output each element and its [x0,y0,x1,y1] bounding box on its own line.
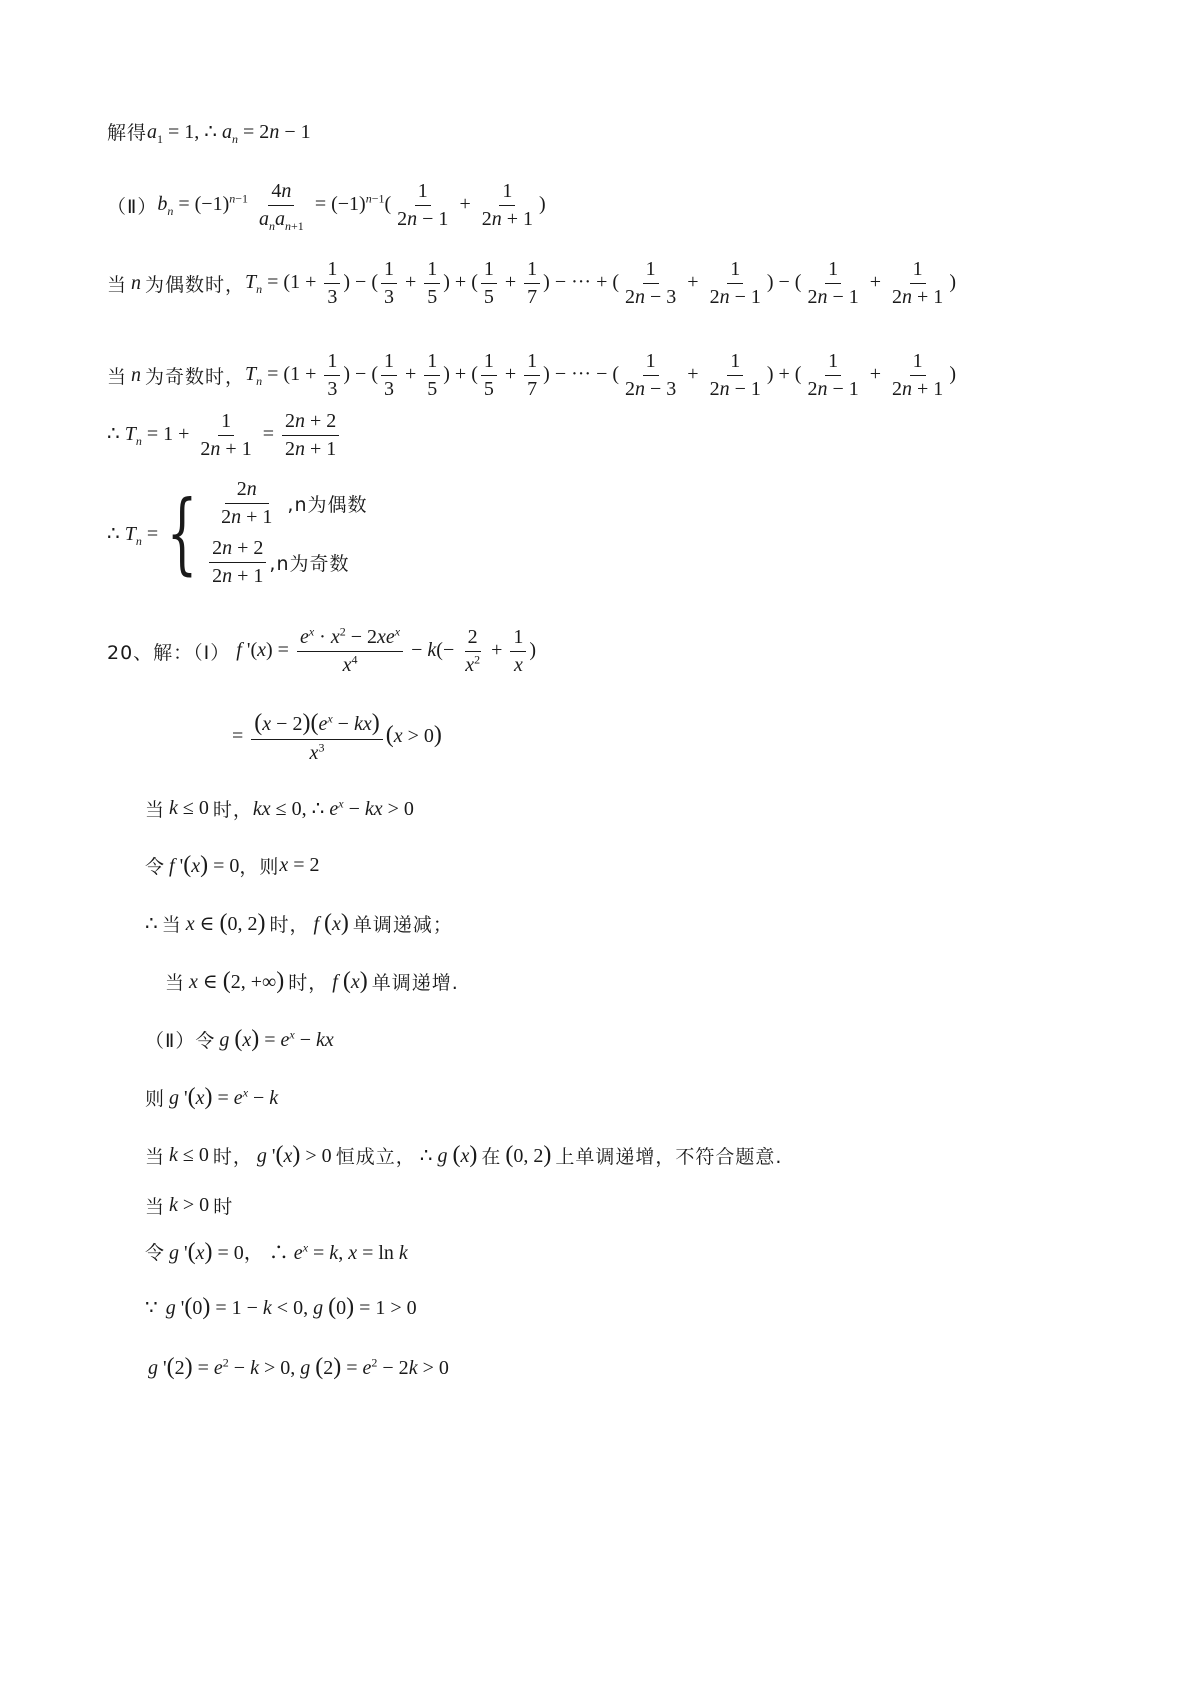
define-g [145,1026,334,1053]
math-tn-label: ∴ $T_n$ = [107,522,159,548]
math-k-gt0: k > 0 [169,1194,210,1216]
piecewise-cases [206,478,367,588]
math-therefore: ∴ [145,913,158,935]
g-case-k-positive [145,1192,233,1219]
text-not-fit: 上单调递增，不符合题意. [555,1146,783,1168]
math-gprime-pos: g '(x) > 0 [256,1142,332,1168]
case-even-label: ,n为偶数 [287,494,368,516]
math-k-le0: k ≤ 0 [169,797,209,819]
math-interval-2inf: x ∈ (2, +∞) [189,968,285,994]
formula-bn [107,180,546,231]
math-gprime: g '$(x) = e^x - k$ [169,1084,279,1110]
text-dang-6: 当 [145,1146,166,1168]
math-g-at-0: g '(0) = 1 − k < 0, g (0) = 1 > 0 [165,1294,417,1320]
math-fprime-simplified: = $\frac{(x - 2)(e^x - kx)}{x^3}$ (x > 0) [232,710,442,764]
q20-label: 20、解：（Ⅰ） [107,642,231,664]
formula-tn-even [107,258,956,309]
text-decreasing: 单调递减； [352,914,453,936]
math-fx-2: f (x) [332,968,368,994]
math-kx-le0: kx ≤ 0, ∴ $e^x$ − kx > 0 [252,796,414,820]
text-ze: ，则 [239,856,280,878]
text-even: 为偶数时， [145,274,246,296]
g-at-zero [145,1294,417,1321]
text-ling: 令 [145,856,166,878]
text-shi-3: 时， [288,972,329,994]
math-tn-even: $T_n = (1$ + $\frac{1}{3}$ ) − ( $\frac{1}{3}$ + $\frac{1}{5}$ ) + ( $\frac{1}{5}$ + $\frac{1}{7}$ ) − ··· + ( $\frac{1}{2n - 3}$ + $\frac{1}{2n - 1}$ ) − ( $\frac{1}{2n - 1}$ + $\frac{1}{2n + 1}$ ) [245,258,956,308]
case-odd: $\frac{2n + 2}{2n + 1}$ ,n为奇数 [206,537,367,588]
math-x-eq-2: x = 2 [279,854,320,876]
formula-tn-piecewise [107,478,368,588]
g-derivative [145,1084,278,1111]
text-ze-2: 则 [145,1088,166,1110]
case-k-nonpositive [145,795,414,822]
math-g-at-2: g '$(2) = e^2 - k > 0$, g $(2) = e^2 - 2k > 0$ [148,1354,449,1380]
text-increasing: 单调递增. [371,972,459,994]
math-k-le0-2: k ≤ 0 [169,1144,209,1166]
part2-label: （Ⅱ） [107,196,158,218]
g-case-k-nonpositive [145,1142,782,1169]
math-fprime: f '(x) = $\frac{e^x \cdot x^2 - 2xe^x}{x^4}$ − k(− $\frac{2}{x^2}$ + $\frac{1}{x}$ ) [236,624,537,676]
case-even: $\frac{2n}{2n + 1}$ ,n为偶数 [221,478,368,528]
set-fprime-zero [145,852,320,879]
text-ling-2: 令 [145,1241,166,1264]
q20-derivative [107,626,536,677]
text-always: 恒成立， [335,1146,416,1168]
case-odd-label: ,n为奇数 [269,553,350,575]
increasing-interval [165,968,459,995]
math-gprime-zero: g '(x) = 0， ∴ $e^x = k$, x = ln k [169,1239,408,1265]
piecewise-brace: { [166,481,198,584]
text-shi-4: 时， [212,1146,253,1168]
text-shi: 时， [212,799,253,821]
formula-tn-sum [107,410,342,461]
var-n-2: n [131,364,142,386]
text-dang-4: 当 [161,914,182,936]
because-symbol: ∵ [145,1297,158,1319]
q20-derivative-simplified [232,710,442,765]
text-dang-3: 当 [145,799,166,821]
math-therefore-g: ∴ g (x) [419,1142,478,1168]
math-bn: $b_n = (-1)^{n-1}$ $\frac{4n}{a_na_{n+1}}$ = $(-1)^{n-1}$( $\frac{1}{2n - 1}$ + $\frac{1}{2n + 1}$ ) [157,180,546,233]
var-n: n [131,272,142,294]
set-gprime-zero [145,1236,408,1266]
math-tn-sum: ∴ $T_n = 1$ + $\frac{1}{2n + 1}$ = $\frac{2n + 2}{2n + 1}$ [107,410,342,461]
text-dang: 当 [107,274,128,296]
text-odd: 为奇数时， [145,366,246,388]
text-dang-5: 当 [165,972,186,994]
math-fx: f (x) [313,910,349,936]
math-gx: g $(x) = e^x$ − kx [219,1026,334,1052]
math-an: $a_1 = 1$, ∴ $a_n = 2n - 1$ [147,121,311,146]
g-at-two [148,1354,449,1381]
math-interval-02: x ∈ (0, 2) [185,910,266,936]
part2-ling: （Ⅱ）令 [145,1030,216,1052]
math-interval-02-b: (0, 2) [505,1142,552,1168]
math-tn-odd: $T_n = (1$ + $\frac{1}{3}$ ) − ( $\frac{1}{3}$ + $\frac{1}{5}$ ) + ( $\frac{1}{5}$ + $\frac{1}{7}$ ) − ··· − ( $\frac{1}{2n - 3}$ + $\frac{1}{2n - 1}$ ) + ( $\frac{1}{2n - 1}$ + $\frac{1}{2n + 1}$ ) [245,350,956,400]
text-shi-2: 时， [269,914,310,936]
text-dang-7: 当 [145,1196,166,1218]
text-jiede: 解得 [107,122,148,144]
solution-line-a1 [107,118,311,145]
text-zai: 在 [481,1146,502,1168]
text-dang-2: 当 [107,366,128,388]
text-shi-5: 时 [213,1196,234,1218]
decreasing-interval [145,910,453,937]
formula-tn-odd [107,350,956,401]
math-fprime-zero: f '(x) = 0 [169,852,240,878]
